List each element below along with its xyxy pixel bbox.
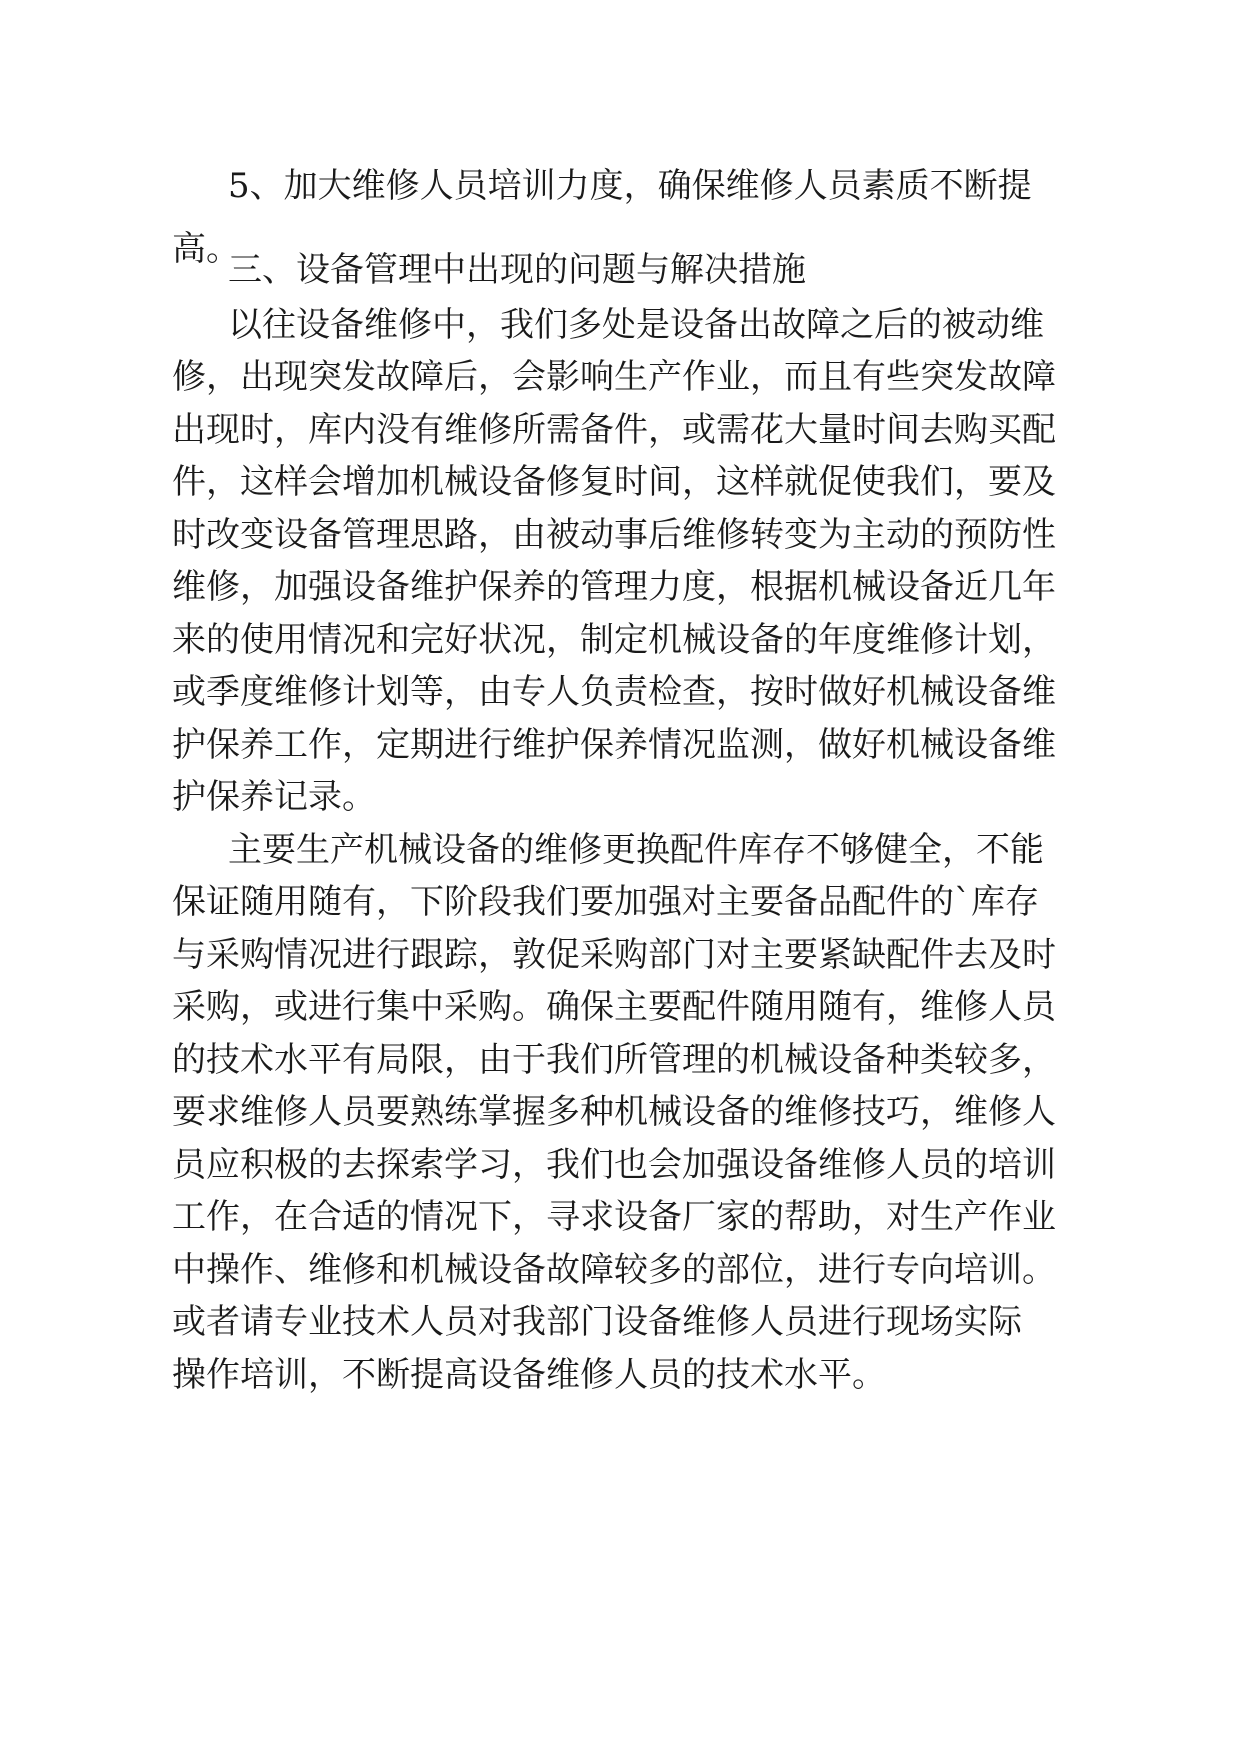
line-text: 保证随用随有，下阶段我们要加强对主要备品配件的`库存 — [172, 882, 1039, 922]
line-text: 来的使用情况和完好状况，制定机械设备的年度维修计划， — [172, 620, 1056, 660]
text-line — [0, 925, 1241, 985]
text-line — [0, 452, 1241, 512]
text-line — [0, 662, 1241, 722]
text-line — [0, 505, 1241, 565]
text-line — [0, 767, 1241, 827]
text-line — [0, 557, 1241, 617]
line-text: 或者请专业技术人员对我部门设备维修人员进行现场实际 — [172, 1302, 1022, 1342]
line-text: 员应积极的去探索学习，我们也会加强设备维修人员的培训 — [172, 1145, 1056, 1185]
text-line — [0, 295, 1241, 355]
line-text: 采购，或进行集中采购。确保主要配件随用随有，维修人员 — [172, 987, 1056, 1027]
line-text: 高。 — [172, 229, 240, 269]
line-text: 件，这样会增加机械设备修复时间，这样就促使我们，要及 — [172, 462, 1056, 502]
line-text: 时改变设备管理思路，由被动事后维修转变为主动的预防性 — [172, 515, 1056, 555]
text-line — [0, 610, 1241, 670]
text-line — [0, 820, 1241, 880]
text-line — [0, 1345, 1241, 1405]
line-text: 修，出现突发故障后，会影响生产作业，而且有些突发故障 — [172, 357, 1056, 397]
line-text: 维修，加强设备维护保养的管理力度，根据机械设备近几年 — [172, 567, 1056, 607]
text-line — [0, 1082, 1241, 1142]
text-line — [0, 1135, 1241, 1195]
text-line — [0, 347, 1241, 407]
line-text: 工作，在合适的情况下，寻求设备厂家的帮助，对生产作业 — [172, 1197, 1056, 1237]
line-text: 三、设备管理中出现的问题与解决措施 — [228, 250, 806, 290]
text-line — [0, 1292, 1241, 1352]
text-line — [0, 400, 1241, 460]
line-text: 要求维修人员要熟练掌握多种机械设备的维修技巧，维修人 — [172, 1092, 1056, 1132]
text-line — [0, 1030, 1241, 1090]
line-text: 与采购情况进行跟踪，敦促采购部门对主要紧缺配件去及时 — [172, 935, 1056, 975]
text-line — [0, 715, 1241, 775]
text-line — [0, 240, 1241, 300]
line-text: 主要生产机械设备的维修更换配件库存不够健全，不能 — [228, 830, 1044, 870]
line-text: 操作培训，不断提高设备维修人员的技术水平。 — [172, 1355, 886, 1395]
text-line — [0, 1240, 1241, 1300]
line-text: 护保养工作，定期进行维护保养情况监测，做好机械设备维 — [172, 725, 1056, 765]
text-line — [0, 872, 1241, 932]
line-text: 中操作、维修和机械设备故障较多的部位，进行专向培训。 — [172, 1250, 1056, 1290]
line-text: 出现时，库内没有维修所需备件，或需花大量时间去购买配 — [172, 410, 1056, 450]
text-line — [0, 1187, 1241, 1247]
line-text: 或季度维修计划等，由专人负责检查，按时做好机械设备维 — [172, 672, 1056, 712]
line-text: 的技术水平有局限，由于我们所管理的机械设备种类较多， — [172, 1040, 1056, 1080]
text-line — [0, 977, 1241, 1037]
line-text: 以往设备维修中，我们多处是设备出故障之后的被动维 — [228, 305, 1044, 345]
line-text: 护保养记录。 — [172, 777, 376, 817]
line-text: 5、加大维修人员培训力度，确保维修人员素质不断提 — [228, 166, 1032, 206]
